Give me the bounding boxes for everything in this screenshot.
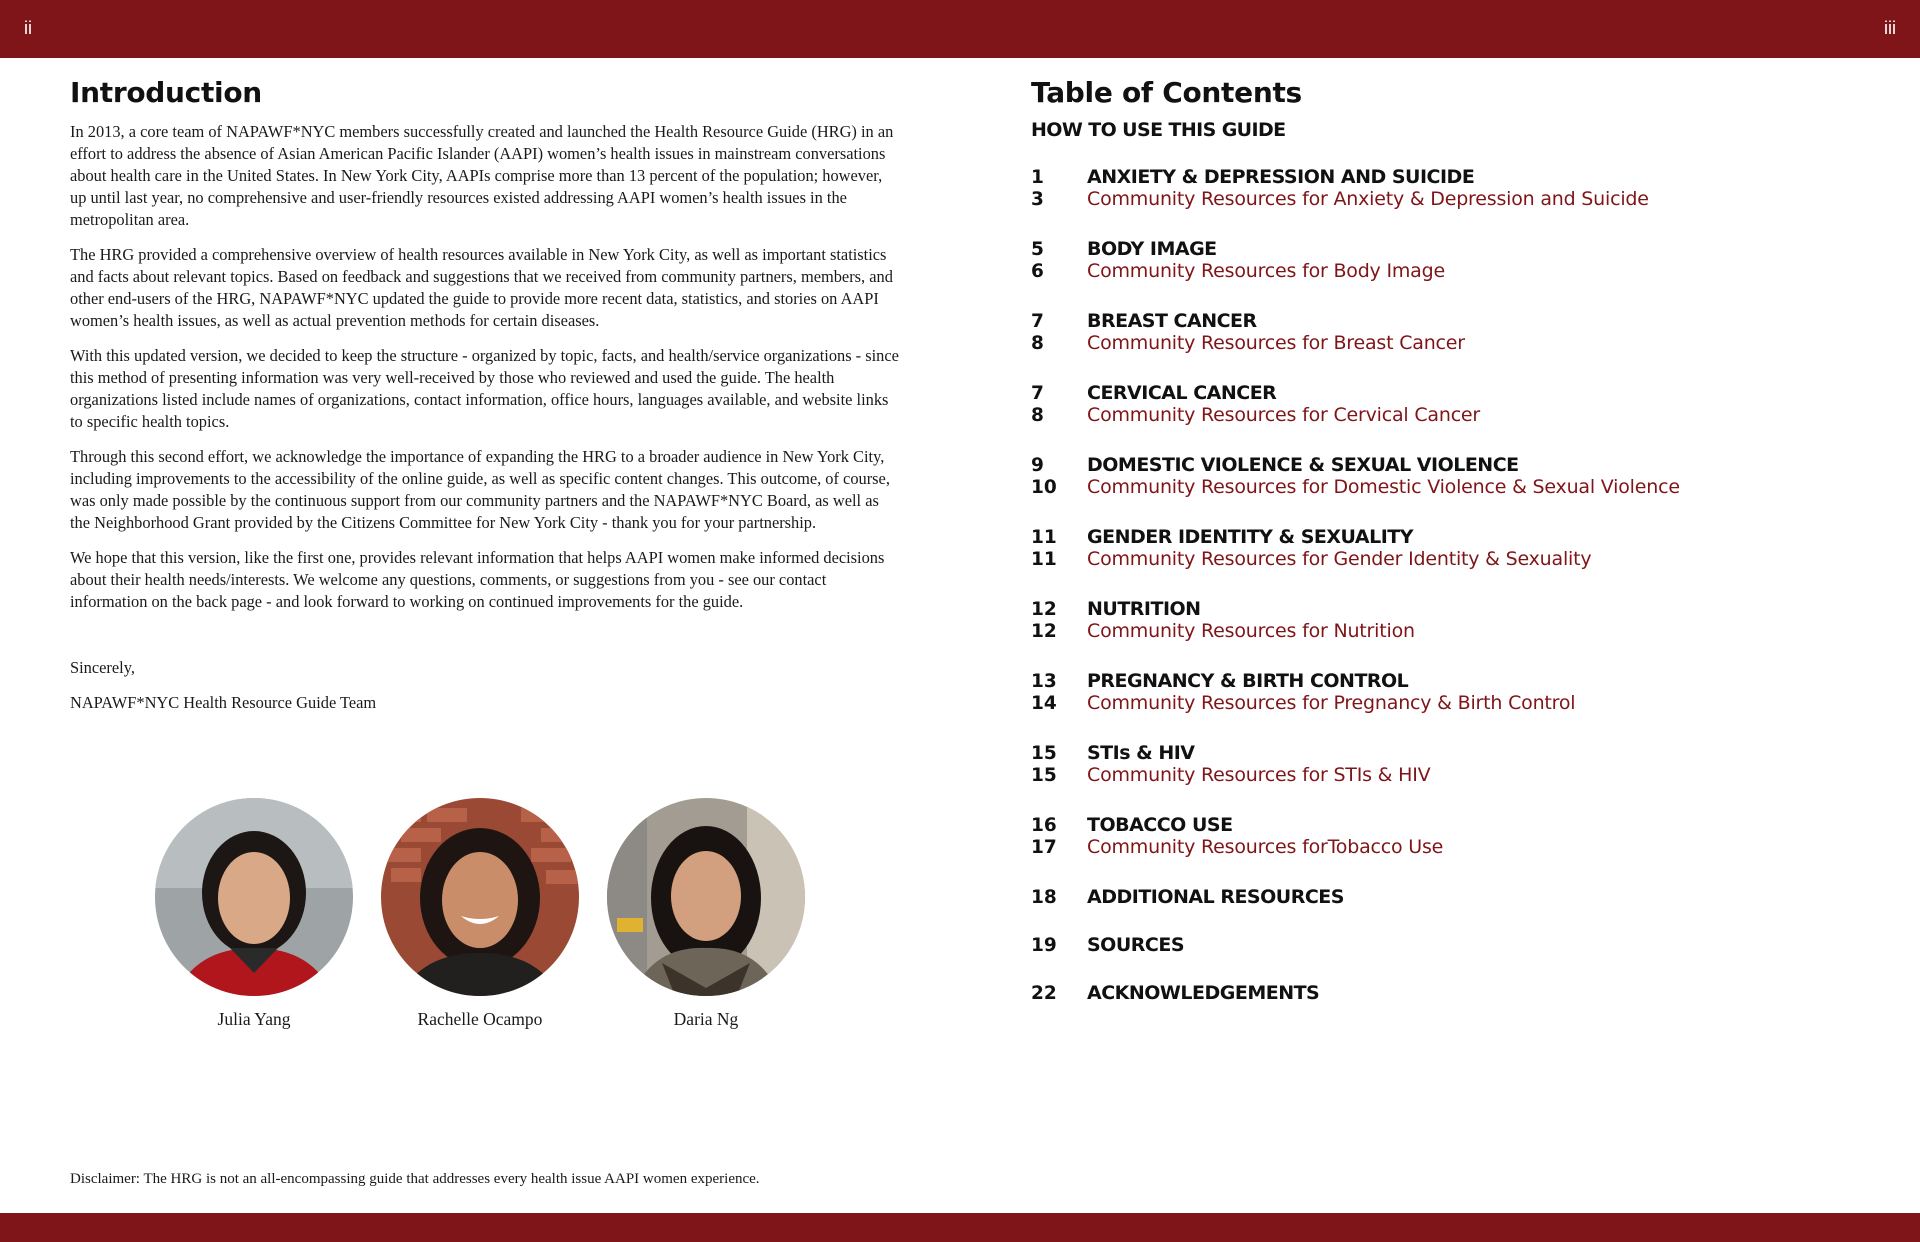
toc-resource-title: Community Resources for Anxiety & Depression and Suicide (1087, 188, 1649, 210)
toc-section (1031, 886, 1861, 908)
toc-resource-entry[interactable] (1031, 404, 1861, 426)
toc-section (1031, 526, 1861, 570)
toc-resource-entry[interactable] (1031, 620, 1861, 642)
team-member (607, 798, 805, 1030)
toc-entry[interactable] (1031, 310, 1861, 332)
toc-entry[interactable] (1031, 598, 1861, 620)
team-member-name: Rachelle Ocampo (417, 1009, 543, 1029)
toc-resource-title: Community Resources for Breast Cancer (1087, 332, 1465, 354)
toc-resource-entry[interactable] (1031, 332, 1861, 354)
toc-section-title: STIs & HIV (1087, 742, 1195, 764)
toc-resource-entry[interactable] (1031, 548, 1861, 570)
portrait-photo (607, 798, 805, 996)
toc-resource-title: Community Resources forTobacco Use (1087, 836, 1444, 858)
disclaimer-text: Disclaimer: The HRG is not an all-encompassing guide that addresses every health issue AAPI women experience. (70, 1171, 760, 1187)
toc-resource-entry[interactable] (1031, 260, 1861, 282)
toc-page-number: 6 (1031, 260, 1044, 282)
toc-resource-entry[interactable] (1031, 188, 1861, 210)
toc-how-to-use[interactable]: HOW TO USE THIS GUIDE (1031, 119, 1286, 141)
toc-resource-entry[interactable] (1031, 836, 1861, 858)
toc-resource-entry[interactable] (1031, 692, 1861, 714)
toc-page-number: 19 (1031, 934, 1057, 956)
toc-page-number: 10 (1031, 476, 1057, 498)
toc-entry[interactable] (1031, 238, 1861, 260)
toc-resource-title: Community Resources for Pregnancy & Birth Control (1087, 692, 1576, 714)
toc-section-title: BREAST CANCER (1087, 310, 1257, 332)
toc-entry[interactable] (1031, 382, 1861, 404)
signature-team: NAPAWF*NYC Health Resource Guide Team (70, 693, 377, 712)
toc-entry[interactable] (1031, 934, 1861, 956)
toc-section-title: PREGNANCY & BIRTH CONTROL (1087, 670, 1409, 692)
toc-section-title: SOURCES (1087, 934, 1185, 956)
introduction-page (70, 76, 900, 714)
team-member (381, 798, 579, 1030)
toc-section (1031, 382, 1861, 426)
toc-section (1031, 742, 1861, 786)
toc-entry[interactable] (1031, 886, 1861, 908)
toc-resource-title: Community Resources for Gender Identity & Sexuality (1087, 548, 1592, 570)
bottom-banner (0, 1213, 1920, 1242)
intro-paragraph: In 2013, a core team of NAPAWF*NYC members successfully created and launched the Health Resource Guide (HRG) in an effort to address the absence of Asian American Pacific Islander (AAPI) women’s health issues in mainstream conversations about health care in the United States. In New York City, AAPIs comprise more than 13 percent of the population; however, up until last year, no comprehensive and user-friendly resources existed addressing AAPI women’s health issues in the metropolitan area. (70, 122, 894, 229)
right-page-number: iii (1884, 18, 1896, 38)
toc-resource-title: Community Resources for Cervical Cancer (1087, 404, 1481, 426)
toc-page-number: 7 (1031, 310, 1044, 332)
toc-page-number: 22 (1031, 982, 1057, 1004)
toc-page-number: 12 (1031, 598, 1057, 620)
toc-page-number: 11 (1031, 526, 1057, 548)
closing-salutation: Sincerely, (70, 658, 135, 677)
table-of-contents-page (1031, 76, 1861, 1030)
left-page-number: ii (24, 18, 32, 38)
portrait-photo (381, 798, 579, 996)
toc-section-title: ANXIETY & DEPRESSION AND SUICIDE (1087, 166, 1475, 188)
toc-section-title: NUTRITION (1087, 598, 1201, 620)
toc-section (1031, 166, 1861, 210)
intro-paragraph: With this updated version, we decided to keep the structure - organized by topic, facts, and health/service organizations - since this method of presenting information was very well-received by those who reviewed and used the guide. The health organizations listed include names of organizations, contact information, office hours, languages available, and website links to specific health topics. (70, 346, 899, 431)
toc-entry[interactable] (1031, 742, 1861, 764)
toc-page-number: 1 (1031, 166, 1044, 188)
team-photos (155, 798, 805, 1028)
toc-resource-title: Community Resources for Domestic Violence & Sexual Violence (1087, 476, 1680, 498)
toc-section-title: TOBACCO USE (1087, 814, 1233, 836)
toc-entry[interactable] (1031, 982, 1861, 1004)
toc-page-number: 13 (1031, 670, 1057, 692)
toc-page-number: 15 (1031, 764, 1057, 786)
team-member-name: Julia Yang (217, 1009, 291, 1029)
toc-section (1031, 934, 1861, 956)
toc-section (1031, 310, 1861, 354)
introduction-title: Introduction (70, 76, 262, 109)
toc-section (1031, 454, 1861, 498)
toc-page-number: 12 (1031, 620, 1057, 642)
toc-page-number: 17 (1031, 836, 1057, 858)
toc-entry[interactable] (1031, 166, 1861, 188)
toc-entry[interactable] (1031, 814, 1861, 836)
toc-section (1031, 670, 1861, 714)
toc-page-number: 16 (1031, 814, 1057, 836)
toc-resource-entry[interactable] (1031, 476, 1861, 498)
toc-section (1031, 238, 1861, 282)
toc-resource-title: Community Resources for Body Image (1087, 260, 1445, 282)
toc-entry[interactable] (1031, 454, 1861, 476)
intro-paragraph: Through this second effort, we acknowledge the importance of expanding the HRG to a broader audience in New York City, including improvements to the accessibility of the online guide, as well as specific content changes. This outcome, of course, was only made possible by the continuous support from our community partners and the NAPAWF*NYC Board, as well as the Neighborhood Grant provided by the Citizens Committee for New York City - thank you for your partnership. (70, 447, 890, 532)
toc-section-title: ADDITIONAL RESOURCES (1087, 886, 1344, 908)
toc-page-number: 14 (1031, 692, 1057, 714)
toc-page-number: 18 (1031, 886, 1057, 908)
team-member (155, 798, 353, 1030)
toc-section-title: ACKNOWLEDGEMENTS (1087, 982, 1320, 1004)
toc-entry[interactable] (1031, 670, 1861, 692)
toc-page-number: 11 (1031, 548, 1057, 570)
toc-page-number: 8 (1031, 404, 1044, 426)
toc-page-number: 3 (1031, 188, 1044, 210)
toc-section (1031, 814, 1861, 858)
top-banner (0, 0, 1920, 58)
toc-section-title: BODY IMAGE (1087, 238, 1217, 260)
portrait-photo (155, 798, 353, 996)
toc-section-title: GENDER IDENTITY & SEXUALITY (1087, 526, 1413, 548)
toc-entry[interactable] (1031, 526, 1861, 548)
toc-page-number: 9 (1031, 454, 1044, 476)
team-member-name: Daria Ng (673, 1009, 739, 1029)
toc-resource-title: Community Resources for STIs & HIV (1087, 764, 1431, 786)
toc-title: Table of Contents (1031, 76, 1302, 109)
toc-section (1031, 598, 1861, 642)
toc-page-number: 8 (1031, 332, 1044, 354)
toc-resource-entry[interactable] (1031, 764, 1861, 786)
intro-paragraph: The HRG provided a comprehensive overview of health resources available in New York City, as well as important statistics and facts about relevant topics. Based on feedback and suggestions that we received from community partners, members, and other end-users of the HRG, NAPAWF*NYC updated the guide to provide more recent data, statistics, and stories on AAPI women’s health issues, as well as actual prevention methods for certain diseases. (70, 245, 893, 330)
toc-resource-title: Community Resources for Nutrition (1087, 620, 1415, 642)
toc-page-number: 7 (1031, 382, 1044, 404)
toc-page-number: 15 (1031, 742, 1057, 764)
toc-list (1031, 166, 1861, 1004)
toc-section-title: DOMESTIC VIOLENCE & SEXUAL VIOLENCE (1087, 454, 1519, 476)
toc-section (1031, 982, 1861, 1004)
toc-page-number: 5 (1031, 238, 1044, 260)
toc-section-title: CERVICAL CANCER (1087, 382, 1277, 404)
intro-paragraph: We hope that this version, like the first one, provides relevant information that helps AAPI women make informed decisions about their health needs/interests. We welcome any questions, comments, or suggestions from you - see our contact information on the back page - and look forward to working on continued improvements for the guide. (70, 548, 885, 611)
